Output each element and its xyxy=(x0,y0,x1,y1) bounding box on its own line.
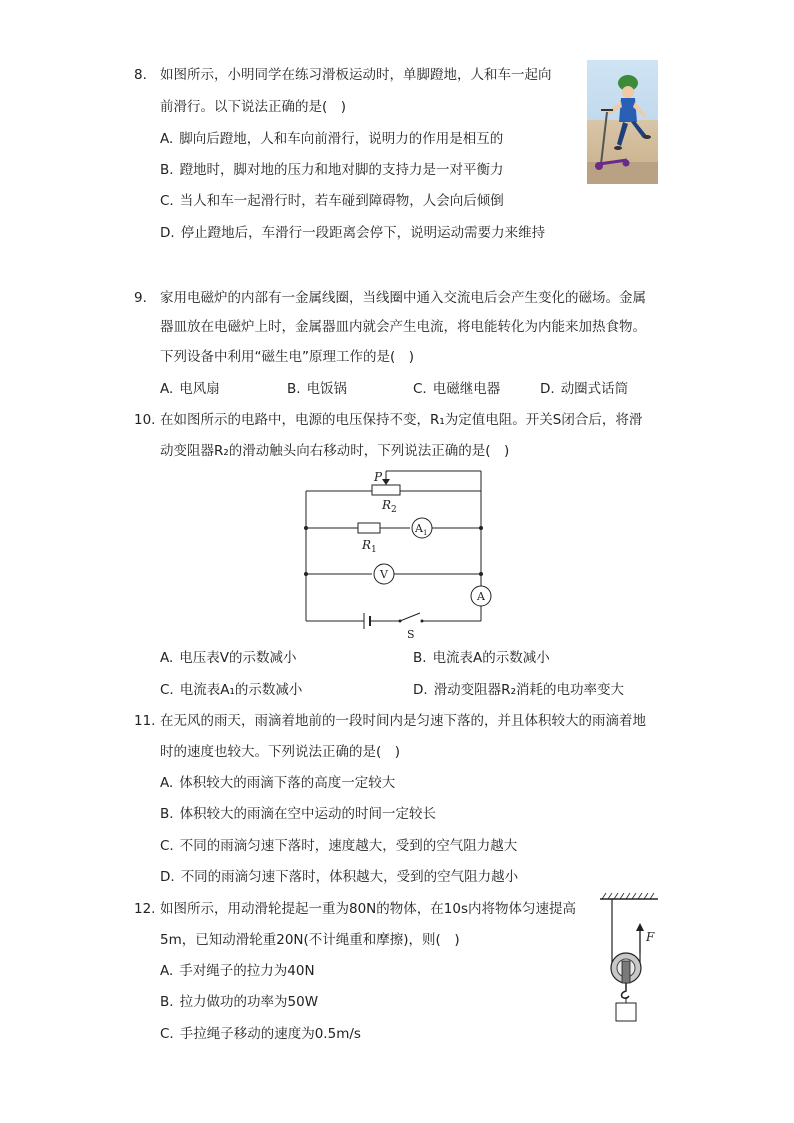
question-stem: 器皿放在电磁炉上时，金属器皿内就会产生电流，将电能转化为内能来加热食物。 xyxy=(160,319,646,335)
option-d[interactable]: D. 不同的雨滴匀速下落时，体积越大，受到的空气阻力越小 xyxy=(160,869,519,885)
option-a[interactable]: A. 手对绳子的拉力为40N xyxy=(160,963,315,979)
question-number: 10. xyxy=(134,412,156,428)
question-stem: 时的速度也较大。下列说法正确的是( ) xyxy=(160,744,401,760)
option-c[interactable]: C. 不同的雨滴匀速下落时，速度越大，受到的空气阻力越大 xyxy=(160,838,518,854)
option-a[interactable]: A. 脚向后蹬地，人和车向前滑行，说明力的作用是相互的 xyxy=(160,131,504,147)
force-label: F xyxy=(646,930,655,944)
circuit-diagram xyxy=(296,463,496,643)
option-d[interactable]: D. 动圈式话筒 xyxy=(540,381,629,397)
option-b[interactable]: B. 拉力做功的功率为50W xyxy=(160,994,319,1010)
option-a[interactable]: A. 电风扇 xyxy=(160,381,220,397)
question-number: 11. xyxy=(134,713,156,729)
question-stem: 在无风的雨天，雨滴着地前的一段时间内是匀速下落的，并且体积较大的雨滴着地 xyxy=(160,713,646,729)
option-b[interactable]: B. 电饭锅 xyxy=(287,381,348,397)
option-c[interactable]: C. 当人和车一起滑行时，若车碰到障碍物，人会向后倾倒 xyxy=(160,193,504,209)
a-label: A xyxy=(477,590,485,603)
r1-resistor xyxy=(358,523,380,533)
question-stem: 下列设备中利用“磁生电”原理工作的是( ) xyxy=(160,349,415,365)
slider-label: P xyxy=(374,470,383,484)
question-stem: 动变阻器R₂的滑动触头向右移动时，下列说法正确的是( ) xyxy=(160,443,510,459)
option-b[interactable]: B. 电流表A的示数减小 xyxy=(413,650,550,666)
question-number: 8. xyxy=(134,67,147,83)
switch-label: S xyxy=(407,628,415,641)
option-b[interactable]: B. 蹬地时，脚对地的压力和地对脚的支持力是一对平衡力 xyxy=(160,162,504,178)
option-b[interactable]: B. 体积较大的雨滴在空中运动的时间一定较长 xyxy=(160,806,437,822)
option-c[interactable]: C. 电磁继电器 xyxy=(413,381,501,397)
a1-label: $A_1$ xyxy=(415,522,428,537)
question-stem: 前滑行。以下说法正确的是( ) xyxy=(160,99,347,115)
v-label: V xyxy=(380,568,388,581)
question-stem: 如图所示，小明同学在练习滑板运动时，单脚蹬地，人和车一起向 xyxy=(160,67,552,83)
option-d[interactable]: D. 停止蹬地后，车滑行一段距离会停下，说明运动需要力来维持 xyxy=(160,225,546,241)
option-d[interactable]: D. 滑动变阻器R₂消耗的电功率变大 xyxy=(413,682,624,698)
question-number: 9. xyxy=(134,290,147,306)
scooter-photo xyxy=(587,60,658,184)
r2-label: $R_2$ xyxy=(382,498,397,515)
option-c[interactable]: C. 手拉绳子移动的速度为0.5m/s xyxy=(160,1026,361,1042)
option-a[interactable]: A. 电压表V的示数减小 xyxy=(160,650,297,666)
option-a[interactable]: A. 体积较大的雨滴下落的高度一定较大 xyxy=(160,775,396,791)
pulley-diagram xyxy=(596,893,666,1023)
load-block xyxy=(616,1003,636,1021)
question-stem: 5m，已知动滑轮重20N(不计绳重和摩擦)，则( ) xyxy=(160,932,460,948)
r2-resistor xyxy=(372,485,400,495)
option-c[interactable]: C. 电流表A₁的示数减小 xyxy=(160,682,303,698)
question-stem: 如图所示，用动滑轮提起一重为80N的物体，在10s内将物体匀速提高 xyxy=(160,901,576,917)
r1-label: $R_1$ xyxy=(362,538,377,555)
question-stem: 家用电磁炉的内部有一金属线圈，当线圈中通入交流电后会产生变化的磁场。金属 xyxy=(160,290,646,306)
question-stem: 在如图所示的电路中，电源的电压保持不变，R₁为定值电阻。开关S闭合后，将滑 xyxy=(160,412,643,428)
question-number: 12. xyxy=(134,901,156,917)
